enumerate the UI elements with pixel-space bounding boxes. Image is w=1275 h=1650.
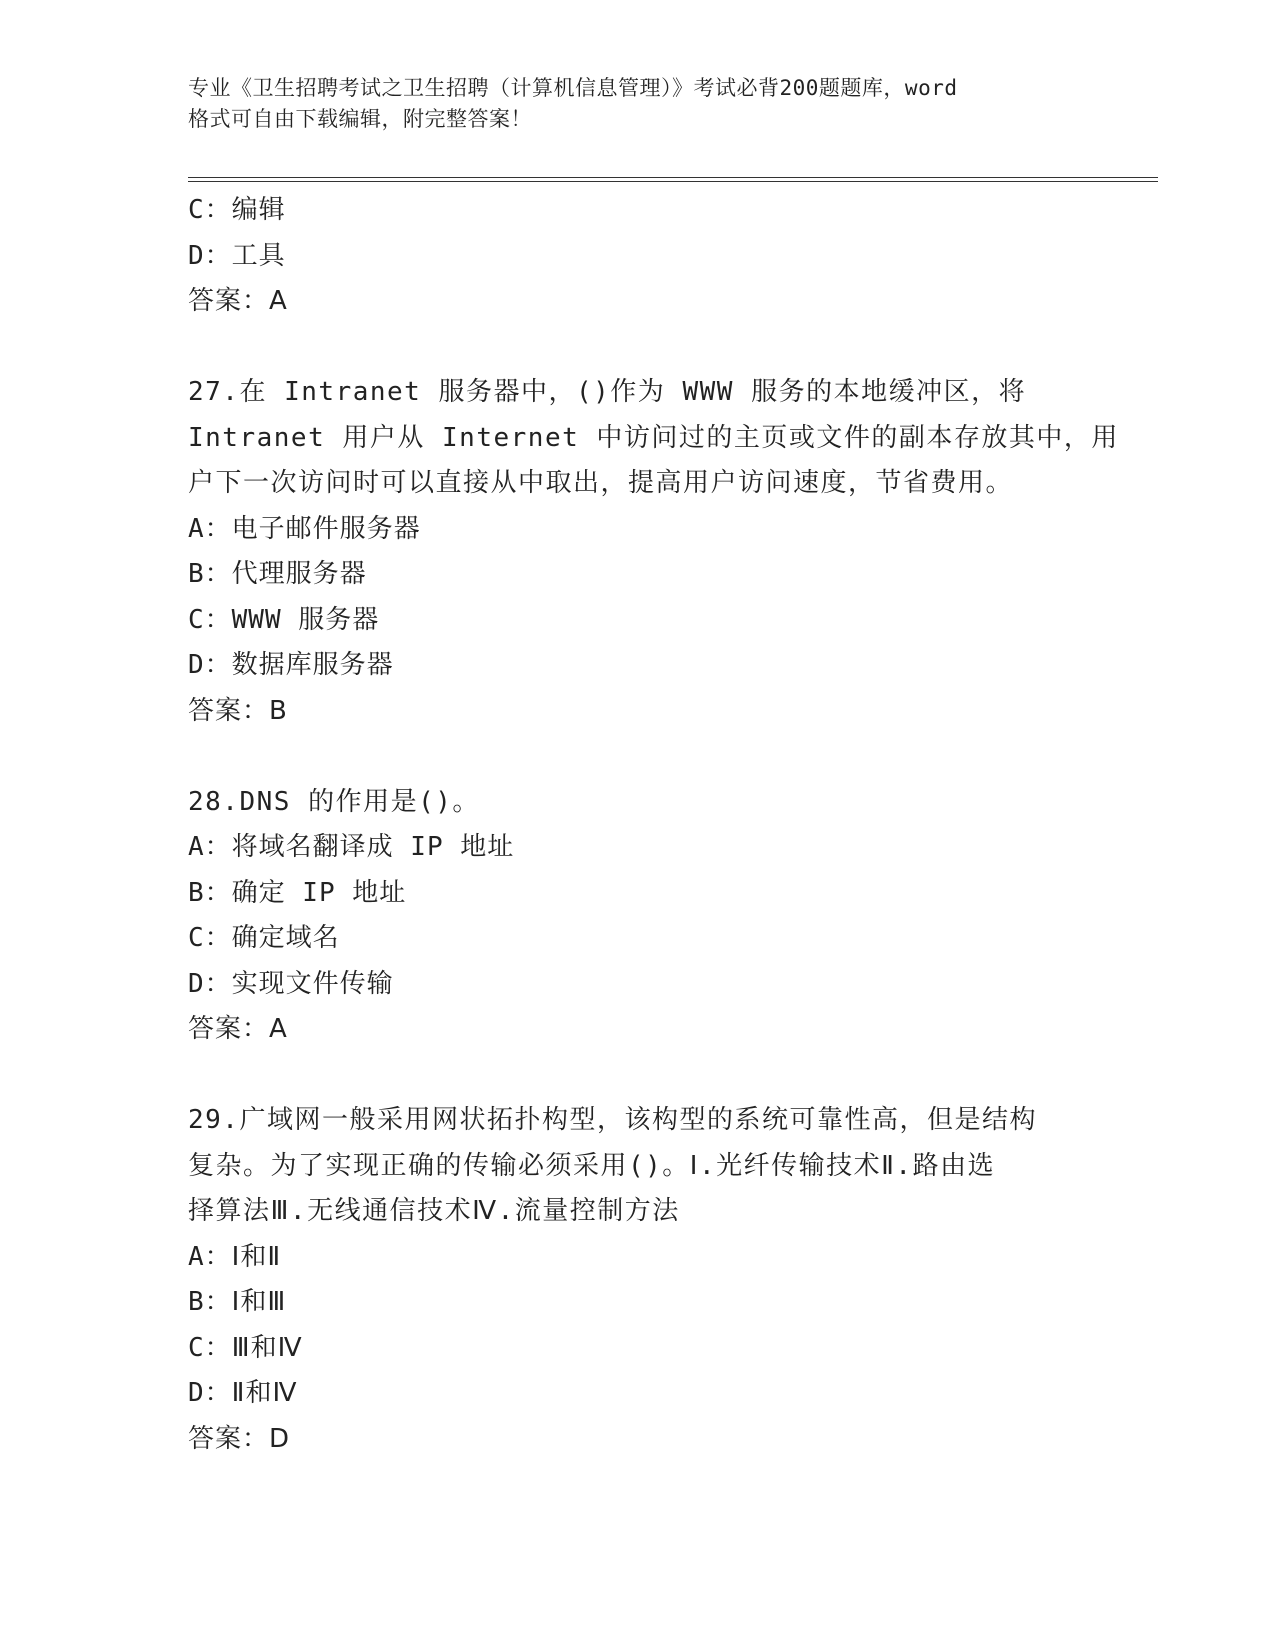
option-key: A： bbox=[188, 1241, 232, 1272]
option-line bbox=[188, 825, 1118, 871]
option-line bbox=[188, 643, 1118, 689]
option-text: 确定 IP 地址 bbox=[231, 877, 407, 908]
option-key: C： bbox=[188, 1332, 232, 1363]
option-line bbox=[188, 598, 1118, 644]
answer-line: 答案：A bbox=[188, 1014, 288, 1044]
question-stem-line: 复杂。为了实现正确的传输必须采用()。Ⅰ.光纤传输技术Ⅱ.路由选 bbox=[188, 1150, 996, 1181]
answer-line: 答案：B bbox=[188, 695, 288, 726]
question-stem-line: 28.DNS 的作用是()。 bbox=[188, 786, 480, 817]
option-key: C： bbox=[188, 923, 232, 953]
option-text: 编辑 bbox=[231, 195, 286, 225]
option-text: Ⅱ和Ⅳ bbox=[231, 1378, 298, 1408]
option-line bbox=[188, 871, 1118, 917]
option-line bbox=[188, 507, 1118, 553]
question-block bbox=[188, 1098, 1118, 1462]
option-line bbox=[188, 234, 1118, 280]
option-line bbox=[188, 188, 1118, 234]
option-line bbox=[188, 552, 1118, 598]
option-line bbox=[188, 962, 1118, 1008]
option-key: D： bbox=[188, 968, 232, 999]
option-key: A： bbox=[188, 513, 232, 544]
question-block bbox=[188, 780, 1118, 1053]
option-text: 实现文件传输 bbox=[231, 968, 394, 999]
option-text: Ⅰ和Ⅱ bbox=[231, 1241, 282, 1272]
option-text: 工具 bbox=[231, 240, 286, 271]
option-text: Ⅲ和Ⅳ bbox=[231, 1332, 303, 1363]
header-line-2: 格式可自由下载编辑，附完整答案！ bbox=[188, 107, 532, 131]
option-key: B： bbox=[188, 877, 232, 908]
spacer bbox=[188, 734, 1118, 780]
option-key: D： bbox=[188, 240, 232, 271]
header-line-1: 专业《卫生招聘考试之卫生招聘（计算机信息管理）》考试必背200题题库，word bbox=[188, 76, 958, 100]
option-text: 将域名翻译成 IP 地址 bbox=[231, 832, 515, 862]
option-text: Ⅰ和Ⅲ bbox=[231, 1287, 287, 1317]
question-stem-line: 27.在 Intranet 服务器中，()作为 WWW 服务的本地缓冲区，将 bbox=[188, 377, 1027, 407]
option-text: 确定域名 bbox=[231, 923, 340, 953]
question-stem-line: 29.广域网一般采用网状拓扑构型，该构型的系统可靠性高，但是结构 bbox=[188, 1105, 1037, 1135]
option-text: 电子邮件服务器 bbox=[231, 513, 421, 544]
spacer bbox=[188, 1053, 1118, 1099]
option-line bbox=[188, 1235, 1118, 1281]
option-key: A： bbox=[188, 832, 232, 862]
option-text: 代理服务器 bbox=[231, 559, 367, 589]
option-text: 数据库服务器 bbox=[231, 650, 394, 680]
document-header bbox=[188, 73, 1088, 135]
question-block bbox=[188, 370, 1118, 734]
option-key: B： bbox=[188, 559, 232, 589]
option-key: D： bbox=[188, 1378, 232, 1408]
option-key: C： bbox=[188, 604, 232, 635]
spacer bbox=[188, 325, 1118, 371]
question-stem-line: Intranet 用户从 Internet 中访问过的主页或文件的副本存放其中，用 bbox=[188, 422, 1119, 453]
option-key: C： bbox=[188, 195, 232, 225]
option-line bbox=[188, 916, 1118, 962]
header-divider-top bbox=[188, 177, 1158, 178]
option-line bbox=[188, 1371, 1118, 1417]
option-line bbox=[188, 1280, 1118, 1326]
answer-line: 答案：D bbox=[188, 1423, 291, 1454]
option-line bbox=[188, 1326, 1118, 1372]
header-divider-bottom bbox=[188, 181, 1158, 182]
question-stem-line: 户下一次访问时可以直接从中取出，提高用户访问速度，节省费用。 bbox=[188, 468, 1014, 498]
question-content bbox=[188, 188, 1118, 1462]
answer-line: 答案：A bbox=[188, 286, 288, 316]
option-key: B： bbox=[188, 1287, 232, 1317]
option-text: WWW 服务器 bbox=[231, 604, 380, 635]
question-stem-line: 择算法Ⅲ.无线通信技术Ⅳ.流量控制方法 bbox=[188, 1196, 680, 1226]
option-key: D： bbox=[188, 650, 232, 680]
